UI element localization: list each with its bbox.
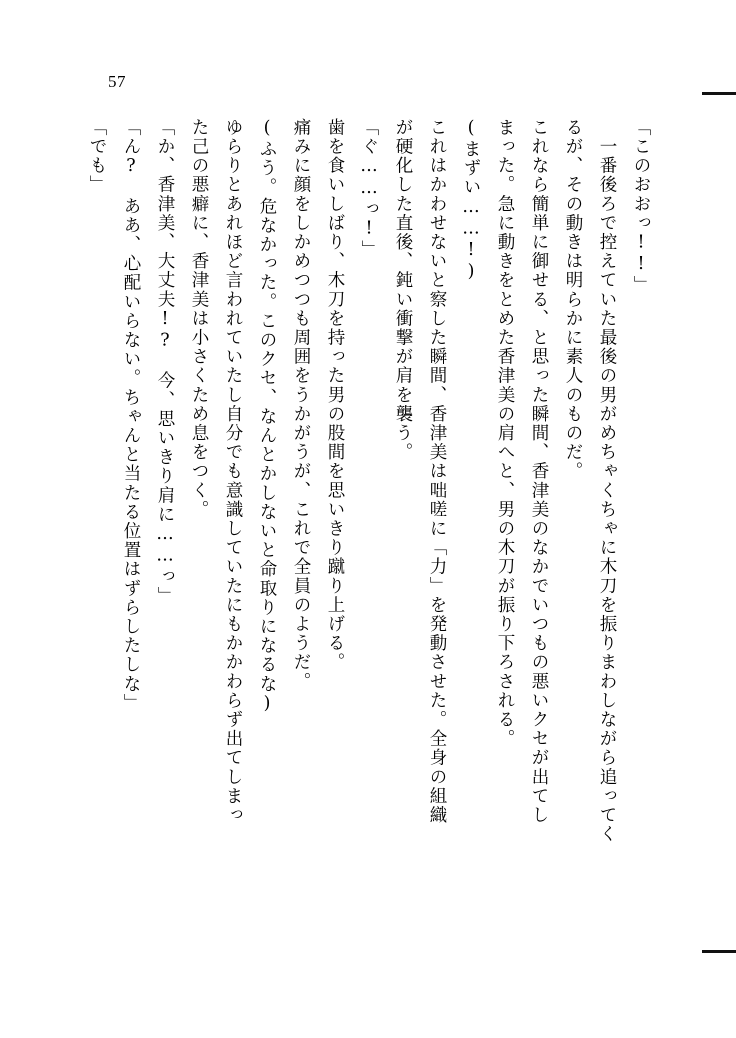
binding-mark-top xyxy=(702,92,736,95)
text-line: 「このおおっ!!」 xyxy=(631,118,651,295)
text-line: (ふう。危なかった。このクセ、なんとかしないと命取りになるな) xyxy=(257,118,277,716)
text-line: るが、その動きは明らかに素人のものだ。 xyxy=(563,118,583,481)
binding-mark-bottom xyxy=(702,950,736,953)
text-line: (まずい……!) xyxy=(461,118,481,284)
text-line: 痛みに顔をしかめつつも周囲をうかがうが、これで全員のようだ。 xyxy=(291,118,311,691)
text-line: まった。急に動きをとめた香津美の肩へと、男の木刀が振り下ろされる。 xyxy=(495,118,515,749)
text-line: 歯を食いしばり、木刀を持った男の股間を思いきり蹴り上げる。 xyxy=(325,118,345,672)
body-text xyxy=(78,118,658,908)
text-line: これはかわせないと察した瞬間、香津美は咄嗟に「力」を発動させた。全身の組織 xyxy=(427,118,447,825)
text-line: が硬化した直後、鈍い衝撃が肩を襲う。 xyxy=(393,118,413,462)
text-line: これなら簡単に御せる、と思った瞬間、香津美のなかでいつもの悪いクセが出てし xyxy=(529,118,549,825)
text-line: 「ん? ああ、心配いらない。ちゃんと当たる位置はずらしたしな」 xyxy=(121,118,141,713)
page-number: 57 xyxy=(108,72,126,91)
text-line: ゆらりとあれほど言われていたし自分でも意識していたにもかかわらず出てしまっ xyxy=(223,118,243,825)
text-line: 「ぐ……っ!」 xyxy=(359,118,379,260)
text-line: 「でも」 xyxy=(87,118,107,195)
text-line: た己の悪癖に、香津美は小さくため息をつく。 xyxy=(189,118,209,520)
text-line: 一番後ろで控えていた最後の男がめちゃくちゃに木刀を振りまわしながら追ってく xyxy=(597,118,617,844)
text-line: 「か、香津美、大丈夫!? 今、思いきり肩に……っ」 xyxy=(155,118,175,606)
